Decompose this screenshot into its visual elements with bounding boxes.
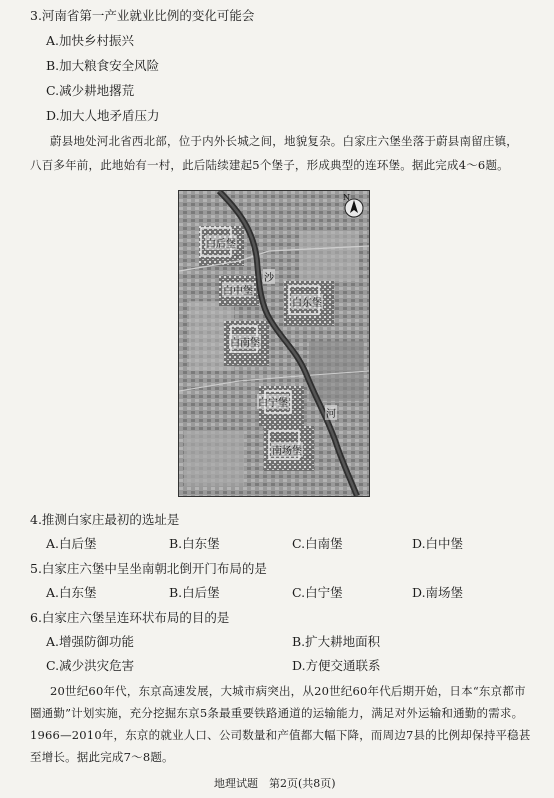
q3-stem: 3.河南省第一产业就业比例的变化可能会	[30, 8, 255, 23]
q6-option-b: B.扩大耕地面积	[292, 634, 381, 649]
aerial-map-figure	[178, 190, 370, 497]
passage1-line2: 八百多年前，此地始有一村，此后陆续建起5个堡子，形成典型的连环堡。据此完成4～6题。	[30, 158, 509, 172]
q3-option-d: D.加大人地矛盾压力	[46, 108, 160, 123]
q3-option-a: A.加快乡村振兴	[46, 33, 135, 48]
map-label-nanchang: 南场堡	[271, 442, 303, 457]
q4-option-a: A.白后堡	[46, 536, 97, 551]
q6-option-c: C.减少洪灾危害	[46, 658, 135, 673]
q5-option-a: A.白东堡	[46, 585, 97, 600]
q4-option-c: C.白南堡	[292, 536, 343, 551]
q5-option-d: D.南场堡	[412, 585, 464, 600]
north-label: N	[343, 193, 350, 202]
map-label-bainan: 白南堡	[229, 334, 261, 349]
q3-option-b: B.加大粮食安全风险	[46, 58, 160, 73]
q4-option-b: B.白东堡	[169, 536, 220, 551]
map-label-baidong: 白东堡	[291, 294, 323, 309]
passage1-line1: 蔚县地处河北省西北部，位于内外长城之间，地貌复杂。白家庄六堡坐落于蔚县南留庄镇，	[50, 134, 518, 148]
q6-option-d: D.方便交通联系	[292, 658, 381, 673]
q4-stem: 4.推测白家庄最初的选址是	[30, 512, 180, 527]
passage2-line3: 1966—2010年，东京的就业人口、公司数量和产值都大幅下降，而周边7县的比例却保持平稳甚	[30, 728, 531, 742]
map-label-baihou: 白后堡	[205, 235, 237, 250]
q4-option-d: D.白中堡	[412, 536, 464, 551]
passage2-line4: 至增长。据此完成7～8题。	[30, 750, 174, 764]
map-label-baizhong: 白中堡	[222, 282, 254, 297]
map-label-he: 河	[325, 405, 337, 420]
q3-option-c: C.减少耕地撂荒	[46, 83, 135, 98]
q5-option-b: B.白后堡	[169, 585, 220, 600]
map-label-sha: 沙	[263, 269, 275, 284]
passage2-line1: 20世纪60年代，东京高速发展，大城市病突出，从20世纪60年代后期开始，日本“东京都市	[50, 684, 526, 698]
q5-stem: 5.白家庄六堡中呈坐南朝北倒开门布局的是	[30, 561, 267, 576]
page-footer: 地理试题 第2页(共8页)	[214, 777, 336, 790]
map-label-baining: 白宁堡	[257, 394, 289, 409]
q6-stem: 6.白家庄六堡呈连环状布局的目的是	[30, 610, 230, 625]
q5-option-c: C.白宁堡	[292, 585, 343, 600]
q6-option-a: A.增强防御功能	[46, 634, 135, 649]
passage2-line2: 圈通勤”计划实施，充分挖掘东京5条最重要铁路通道的运输能力，满足对外运输和通勤的需求。	[30, 706, 524, 720]
